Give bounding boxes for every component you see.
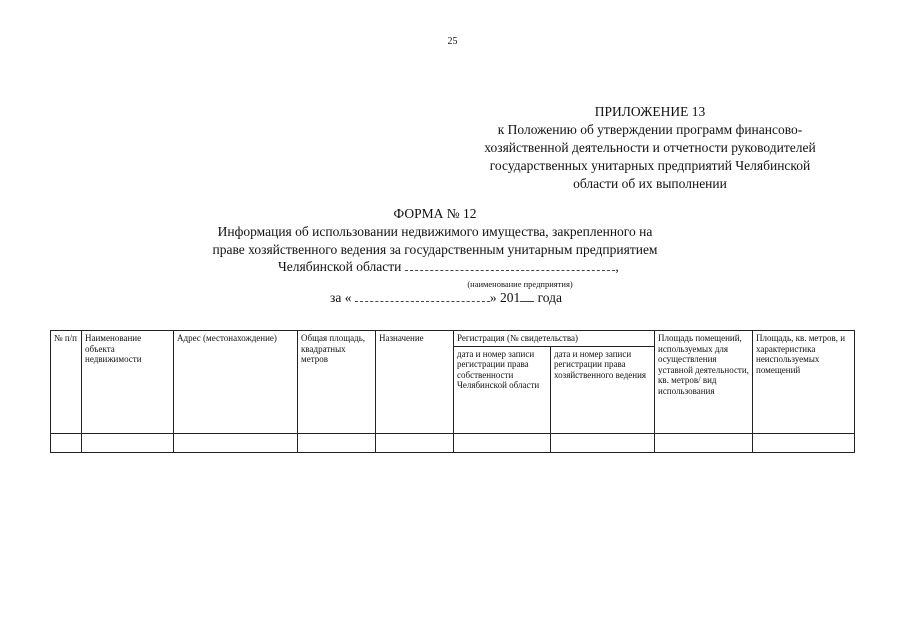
header-unused-area: Площадь, кв. метров, и характеристика неиспользуемых помещений (753, 331, 855, 434)
header-reg-management: дата и номер записи регистрации права хозяйственного ведения (551, 346, 655, 433)
period-line (330, 289, 562, 306)
date-blank[interactable] (355, 289, 490, 302)
header-reg-ownership: дата и номер записи регистрации права собственности Челябинской области (454, 346, 551, 433)
header-registration: Регистрация (№ свидетельства) (454, 331, 655, 347)
appendix-line-1: к Положению об утверждении программ финансово- (497, 122, 803, 137)
header-row-1 (51, 331, 855, 347)
page-number: 25 (447, 36, 458, 47)
period-mid: » 201 (489, 290, 521, 305)
cell-reg-management[interactable] (551, 433, 655, 452)
cell-num[interactable] (51, 433, 82, 452)
organization-end: , (615, 259, 619, 274)
organization-blank[interactable] (405, 258, 615, 271)
appendix-title: ПРИЛОЖЕНИЕ 13 (594, 104, 706, 119)
organization-line (278, 258, 619, 275)
cell-unused-area[interactable] (753, 433, 855, 452)
cell-address[interactable] (174, 433, 298, 452)
period-suffix: года (537, 290, 563, 305)
property-table (50, 330, 855, 453)
cell-name[interactable] (82, 433, 174, 452)
appendix-line-4: области об их выполнении (573, 176, 727, 191)
form-title-line-1: Информация об использовании недвижимого имущества, закрепленного на (217, 224, 653, 239)
cell-reg-ownership[interactable] (454, 433, 551, 452)
header-used-area: Площадь помещений, используемых для осуществления уставной деятельности, кв. метров/ вид использования (655, 331, 753, 434)
header-name: Наименование объекта недвижимости (82, 331, 174, 434)
form-title-line-2: праве хозяйственного ведения за государственным унитарным предприятием (212, 242, 658, 257)
header-address: Адрес (местонахождение) (174, 331, 298, 434)
cell-area[interactable] (298, 433, 376, 452)
header-area: Общая площадь, квадратных метров (298, 331, 376, 434)
year-blank[interactable] (520, 289, 534, 302)
form-title-block (150, 205, 720, 259)
cell-purpose[interactable] (376, 433, 454, 452)
cell-used-area[interactable] (655, 433, 753, 452)
appendix-line-2: хозяйственной деятельности и отчетности руководителей (484, 140, 816, 155)
table-row (51, 433, 855, 452)
region-label: Челябинской области (278, 259, 402, 274)
appendix-line-3: государственных унитарных предприятий Челябинской (489, 158, 811, 173)
period-prefix: за « (330, 290, 352, 305)
organization-hint: (наименование предприятия) (467, 279, 573, 289)
appendix-header (470, 103, 830, 193)
header-num: № п/п (51, 331, 82, 434)
header-purpose: Назначение (376, 331, 454, 434)
form-number: ФОРМА № 12 (393, 206, 477, 221)
